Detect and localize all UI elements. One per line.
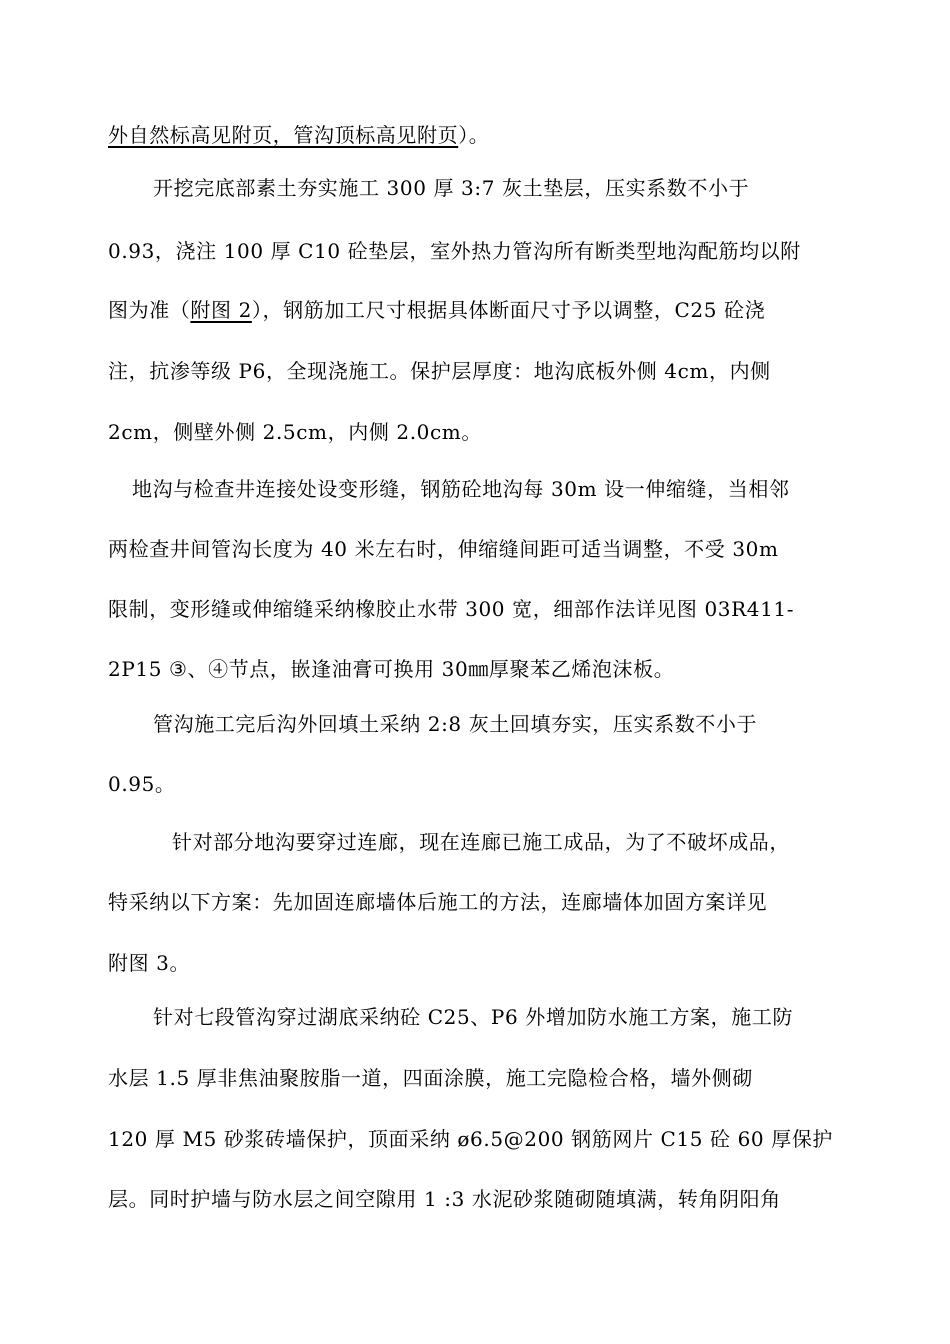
line-11: 管沟施工完后沟外回填土采纳 2:8 灰土回填夯实，压实系数不小于 (153, 712, 758, 736)
line-6: 2cm，侧壁外侧 2.5cm，内侧 2.0cm。 (108, 420, 482, 444)
line-7: 地沟与检查井连接处设变形缝，钢筋砼地沟每 30m 设一伸缩缝，当相邻 (132, 477, 790, 501)
line-4 (108, 298, 765, 322)
line-10: 2P15 ③、④节点，嵌逢油膏可换用 30㎜厚聚苯乙烯泡沫板。 (108, 657, 675, 681)
line-16: 针对七段管沟穿过湖底采纳砼 C25、P6 外增加防水施工方案，施工防 (153, 1005, 794, 1029)
line-14: 特采纳以下方案：先加固连廊墙体后施工的方法，连廊墙体加固方案详见 (108, 890, 768, 914)
line-9: 限制，变形缝或伸缩缝采纳橡胶止水带 300 宽，细部作法详见图 03R411- (108, 597, 795, 621)
line-2: 开挖完底部素土夯实施工 300 厚 3:7 灰土垫层，压实系数不小于 (153, 176, 750, 200)
line-1-tail: ）。 (458, 123, 490, 147)
line-13: 针对部分地沟要穿过连廊，现在连廊已施工成品，为了不破坏成品， (172, 830, 790, 854)
line-8: 两检查井间管沟长度为 40 米左右时，伸缩缝间距可适当调整，不受 30m (108, 537, 779, 561)
figure-reference-link: 附图 2 (190, 298, 252, 322)
line-4-tail: ），钢筋加工尺寸根据具体断面尺寸予以调整，C25 砼浇 (251, 298, 766, 322)
underlined-text: 外自然标高见附页，管沟顶标高见附页 (108, 123, 459, 147)
line-18: 120 厚 M5 砂浆砖墙保护，顶面采纳 ø6.5@200 钢筋网片 C15 砼 60 厚保护 (108, 1127, 834, 1151)
line-4-head: 图为准（ (108, 298, 191, 322)
line-5: 注，抗渗等级 P6，全现浇施工。保护层厚度：地沟底板外侧 4cm，内侧 (108, 359, 771, 383)
line-19: 层。同时护墙与防水层之间空隙用 1 :3 水泥砂浆随砌随填满，转角阴阳角 (108, 1187, 781, 1211)
line-17: 水层 1.5 厚非焦油聚胺脂一道，四面涂膜，施工完隐检合格，墙外侧砌 (108, 1066, 753, 1090)
line-12: 0.95。 (108, 772, 176, 796)
line-3: 0.93，浇注 100 厚 C10 砼垫层，室外热力管沟所有断类型地沟配筋均以附 (108, 239, 801, 263)
line-15: 附图 3。 (108, 951, 191, 975)
line-1 (108, 123, 489, 147)
